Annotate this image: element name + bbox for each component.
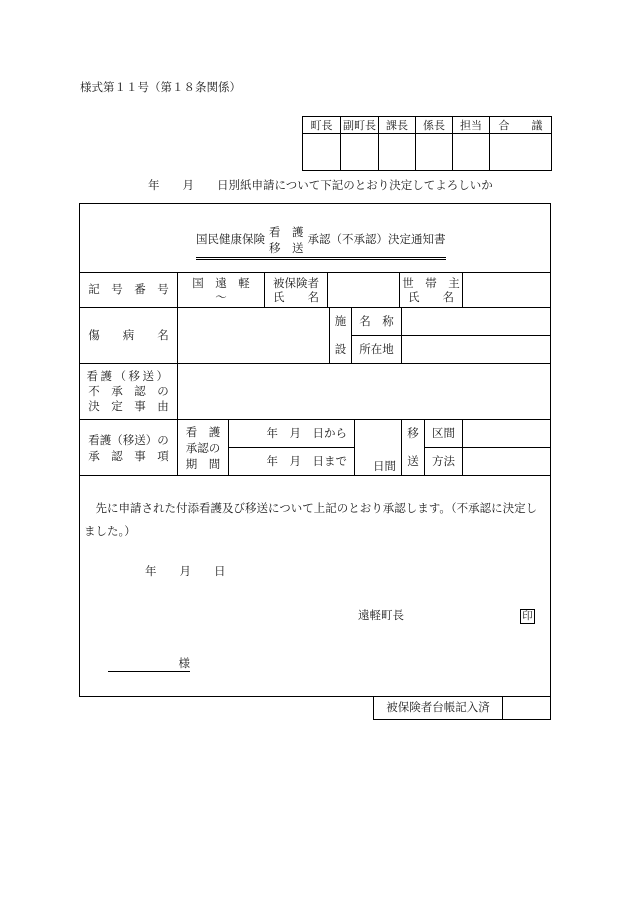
nursing-period-label xyxy=(178,420,229,476)
notice-form xyxy=(79,203,551,697)
symbol-number-field xyxy=(178,273,265,308)
facility-address-field xyxy=(402,336,550,364)
approval-stamp-cell-subsection-chief xyxy=(416,134,453,171)
householder-name-label xyxy=(400,273,463,308)
title-cell xyxy=(80,204,550,273)
denial-reason-field xyxy=(178,364,550,420)
approval-header-person-in-charge: 担当 xyxy=(453,117,490,134)
addressee-line xyxy=(108,657,190,672)
transport-label-line2: 送 xyxy=(407,453,419,468)
approval-header-subsection-chief: 係長 xyxy=(416,117,453,134)
transport-label-line1: 移 xyxy=(407,426,419,440)
insured-name-field xyxy=(328,273,400,308)
title-stack-bottom: 移 送 xyxy=(269,241,304,255)
period-to-field xyxy=(229,448,355,476)
transport-method-field xyxy=(463,448,550,476)
register-entry-check-cell xyxy=(503,697,550,719)
period-from-field xyxy=(229,420,355,448)
facility-label xyxy=(330,308,352,364)
approval-items-label-line2: 承 認 事 項 xyxy=(88,448,169,463)
approval-header-mayor: 町長 xyxy=(303,117,341,134)
transport-section-field xyxy=(463,420,550,448)
facility-name-label: 名 称 xyxy=(352,308,402,336)
symbol-number-separator: 〜 xyxy=(215,290,227,304)
approval-stamp-cell-person-in-charge xyxy=(453,134,490,171)
period-days-text: 日間 xyxy=(373,458,396,473)
issuer-name: 遠軽町長 xyxy=(358,608,404,622)
facility-address-label: 所在地 xyxy=(352,336,402,364)
title-suffix: 承認（不承認）決定通知書 xyxy=(307,232,446,247)
insured-name-label-line2: 氏 名 xyxy=(273,290,319,304)
form-number: 様式第１１号（第１８条関係） xyxy=(80,80,241,94)
approval-header-deputy-mayor: 副町長 xyxy=(341,117,379,134)
approval-stamp-cell-deputy-mayor xyxy=(341,134,379,171)
nursing-period-label-line1: 看 護 xyxy=(185,424,221,439)
title-stack xyxy=(269,224,304,256)
notice-date: 年 月 日 xyxy=(145,564,226,578)
form-title xyxy=(196,224,446,260)
symbol-number-label: 記 号 番 号 xyxy=(80,273,178,308)
nursing-period-label-line3: 期 間 xyxy=(185,456,221,471)
title-stack-top: 看 護 xyxy=(269,225,304,239)
register-entry-label: 被保険者台帳記入済 xyxy=(374,697,503,719)
insured-name-label xyxy=(265,273,328,308)
approval-header-section-chief: 課長 xyxy=(379,117,416,134)
approval-stamp-table xyxy=(302,116,552,171)
householder-name-field xyxy=(463,273,550,308)
denial-reason-label xyxy=(80,364,178,420)
facility-label-line2: 設 xyxy=(334,341,347,356)
decision-line: 年 月 日別紙申請について下記のとおり決定してよろしいか xyxy=(148,178,493,192)
approval-stamp-cell-mayor xyxy=(303,134,341,171)
transport-method-label: 方法 xyxy=(425,448,463,476)
title-prefix: 国民健康保険 xyxy=(196,232,265,247)
insured-name-label-line1: 被保険者 xyxy=(273,276,319,290)
approval-stamp-cell-consultation xyxy=(490,134,552,171)
denial-reason-label-line1: 看護（移送） xyxy=(86,369,171,383)
householder-name-label-line1: 世 帯 主 xyxy=(402,276,460,290)
period-days-field xyxy=(355,420,402,476)
period-to-text: 年 月 日まで xyxy=(266,453,347,468)
disease-label: 傷 病 名 xyxy=(80,308,178,364)
facility-name-field xyxy=(402,308,550,336)
nursing-period-label-line2: 承認の xyxy=(185,440,221,455)
transport-section-label: 区間 xyxy=(425,420,463,448)
approval-items-label-line1: 看護（移送）の xyxy=(88,432,169,447)
denial-reason-label-line2: 不 承 認 の xyxy=(88,384,169,398)
approval-header-consultation: 合 議 xyxy=(490,117,552,134)
seal-mark: 印 xyxy=(520,609,535,624)
notice-body-text: 先に申請された付添看護及び移送について上記のとおり承認します。（不承認に決定しました。） xyxy=(84,501,538,538)
symbol-number-prefix: 国 遠 軽 xyxy=(192,276,250,290)
period-from-text: 年 月 日から xyxy=(266,425,347,440)
register-entry-box xyxy=(373,697,551,720)
facility-label-line1: 施 xyxy=(334,314,347,328)
approval-stamp-cell-section-chief xyxy=(379,134,416,171)
householder-name-label-line2: 氏 名 xyxy=(408,290,454,304)
disease-field xyxy=(178,308,330,364)
approval-items-label xyxy=(80,420,178,476)
denial-reason-label-line3: 決 定 事 由 xyxy=(88,399,169,413)
addressee-suffix: 様 xyxy=(178,656,190,670)
transport-label xyxy=(402,420,425,476)
